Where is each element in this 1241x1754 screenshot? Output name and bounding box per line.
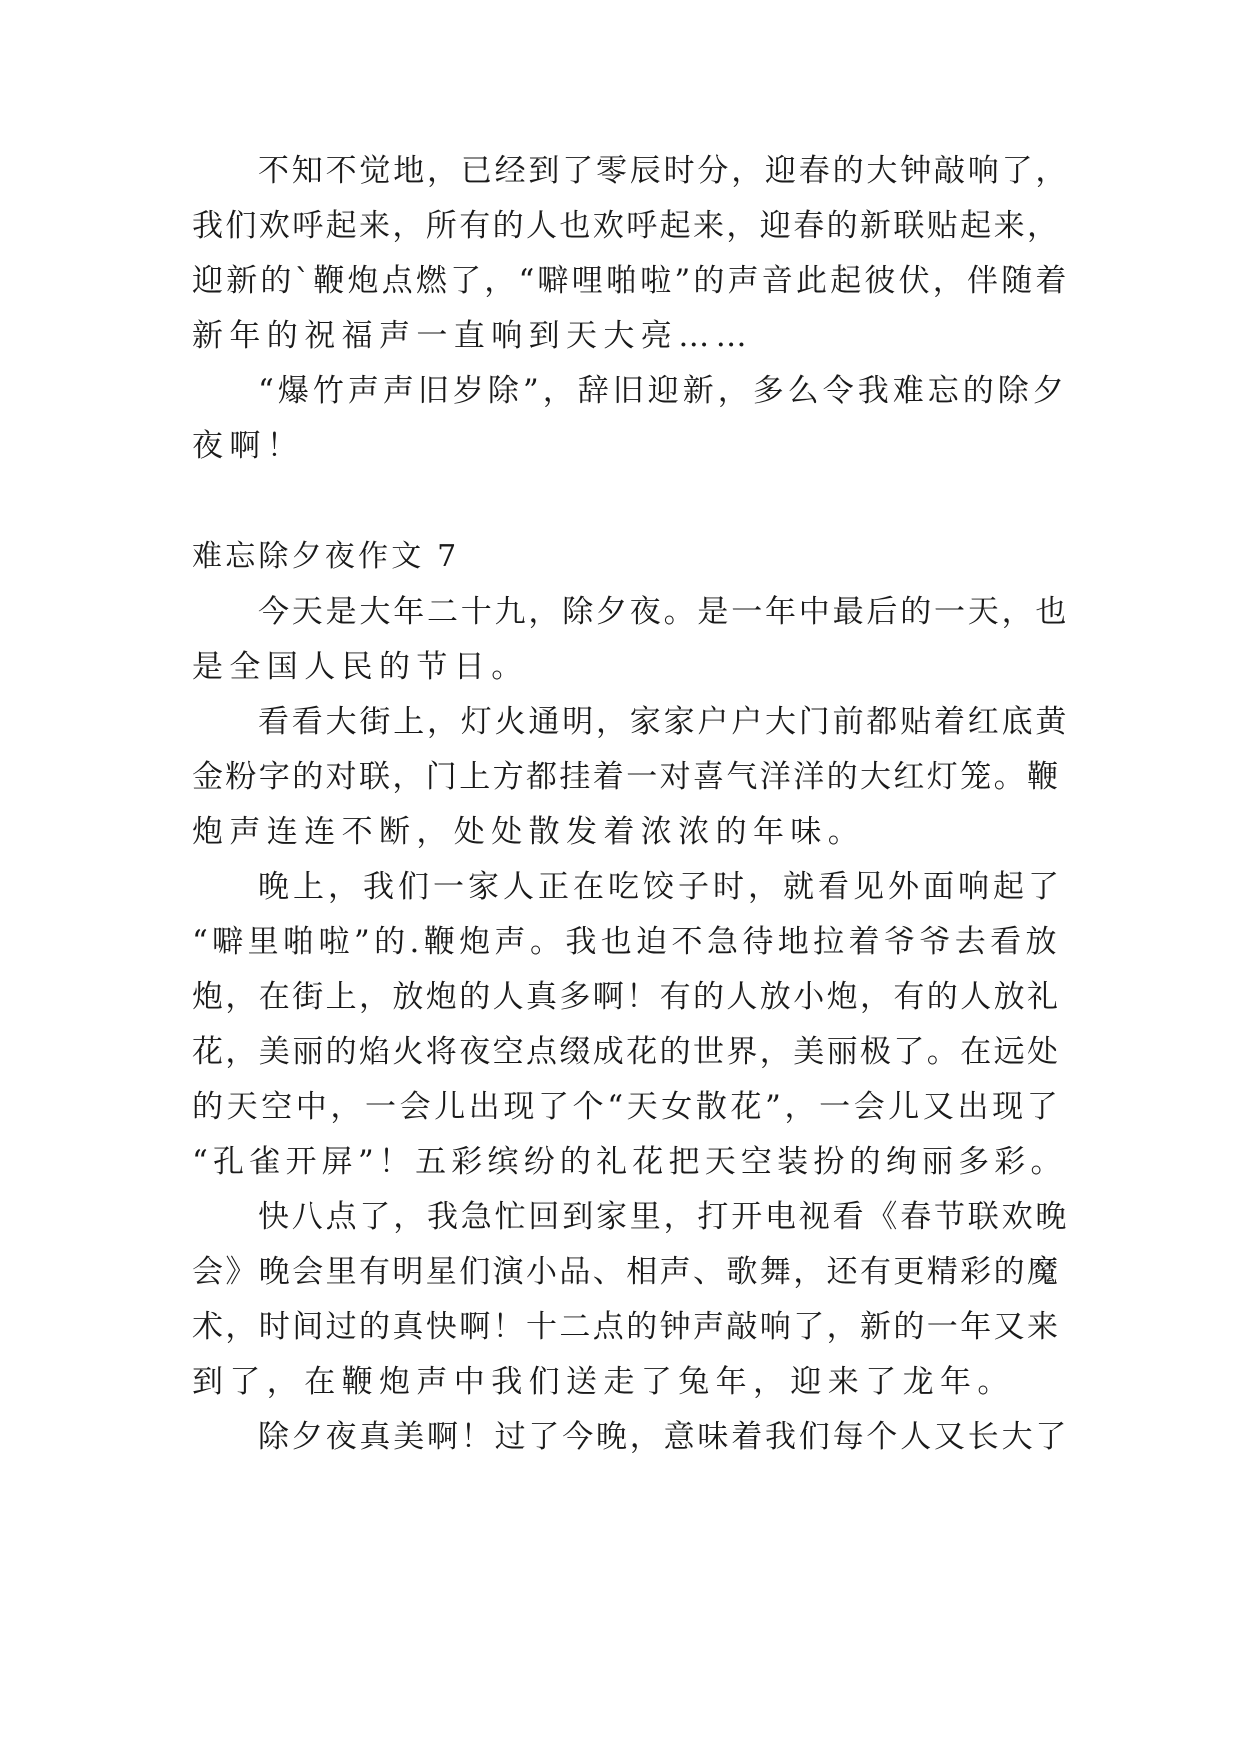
- paragraph-line: 会》晚会里有明星们演小品、相声、歌舞，还有更精彩的魔: [192, 1254, 1061, 1290]
- paragraph-line: 迎新的`鞭炮点燃了，“噼哩啪啦”的声音此起彼伏，伴随着: [192, 263, 1070, 299]
- paragraph-line: 炮，在街上，放炮的人真多啊！有的人放小炮，有的人放礼: [192, 979, 1061, 1015]
- paragraph-line: 今天是大年二十九，除夕夜。是一年中最后的一天，也: [258, 594, 1070, 630]
- paragraph-line: 除夕夜真美啊！过了今晚，意味着我们每个人又长大了: [258, 1419, 1070, 1455]
- paragraph-line: 花，美丽的焰火将夜空点缀成花的世界，美丽极了。在远处: [192, 1034, 1061, 1070]
- paragraph-line: 新年的祝福声一直响到天大亮……: [192, 318, 753, 354]
- section-heading: 难忘除夕夜作文 7: [192, 539, 460, 574]
- paragraph-line: “爆竹声声旧岁除”，辞旧迎新，多么令我难忘的除夕: [258, 373, 1068, 409]
- paragraph-line: 不知不觉地，已经到了零辰时分，迎春的大钟敲响了，: [258, 153, 1070, 189]
- paragraph-line: “噼里啪啦”的.鞭炮声。我也迫不急待地拉着爷爷去看放: [192, 924, 1061, 960]
- paragraph-line: 快八点了，我急忙回到家里，打开电视看《春节联欢晚: [258, 1199, 1070, 1235]
- paragraph-line: 我们欢呼起来，所有的人也欢呼起来，迎春的新联贴起来，: [192, 208, 1061, 244]
- paragraph-line: 炮声连连不断，处处散发着浓浓的年味。: [192, 814, 866, 850]
- paragraph-line: 看看大街上，灯火通明，家家户户大门前都贴着红底黄: [258, 704, 1070, 740]
- paragraph-line: 是全国人民的节日。: [192, 649, 529, 685]
- paragraph-line: 到了，在鞭炮声中我们送走了兔年，迎来了龙年。: [192, 1364, 1015, 1400]
- paragraph-line: 夜啊！: [192, 428, 305, 464]
- paragraph-line: 术，时间过的真快啊！十二点的钟声敲响了，新的一年又来: [192, 1309, 1061, 1345]
- paragraph-line: 的天空中，一会儿出现了个“天女散花”，一会儿又出现了: [192, 1089, 1062, 1125]
- paragraph-line: 晚上，我们一家人正在吃饺子时，就看见外面响起了: [258, 869, 1063, 905]
- paragraph-line: “孔雀开屏”！五彩缤纷的礼花把天空装扮的绚丽多彩。: [192, 1144, 1067, 1180]
- paragraph-line: 金粉字的对联，门上方都挂着一对喜气洋洋的大红灯笼。鞭: [192, 759, 1061, 795]
